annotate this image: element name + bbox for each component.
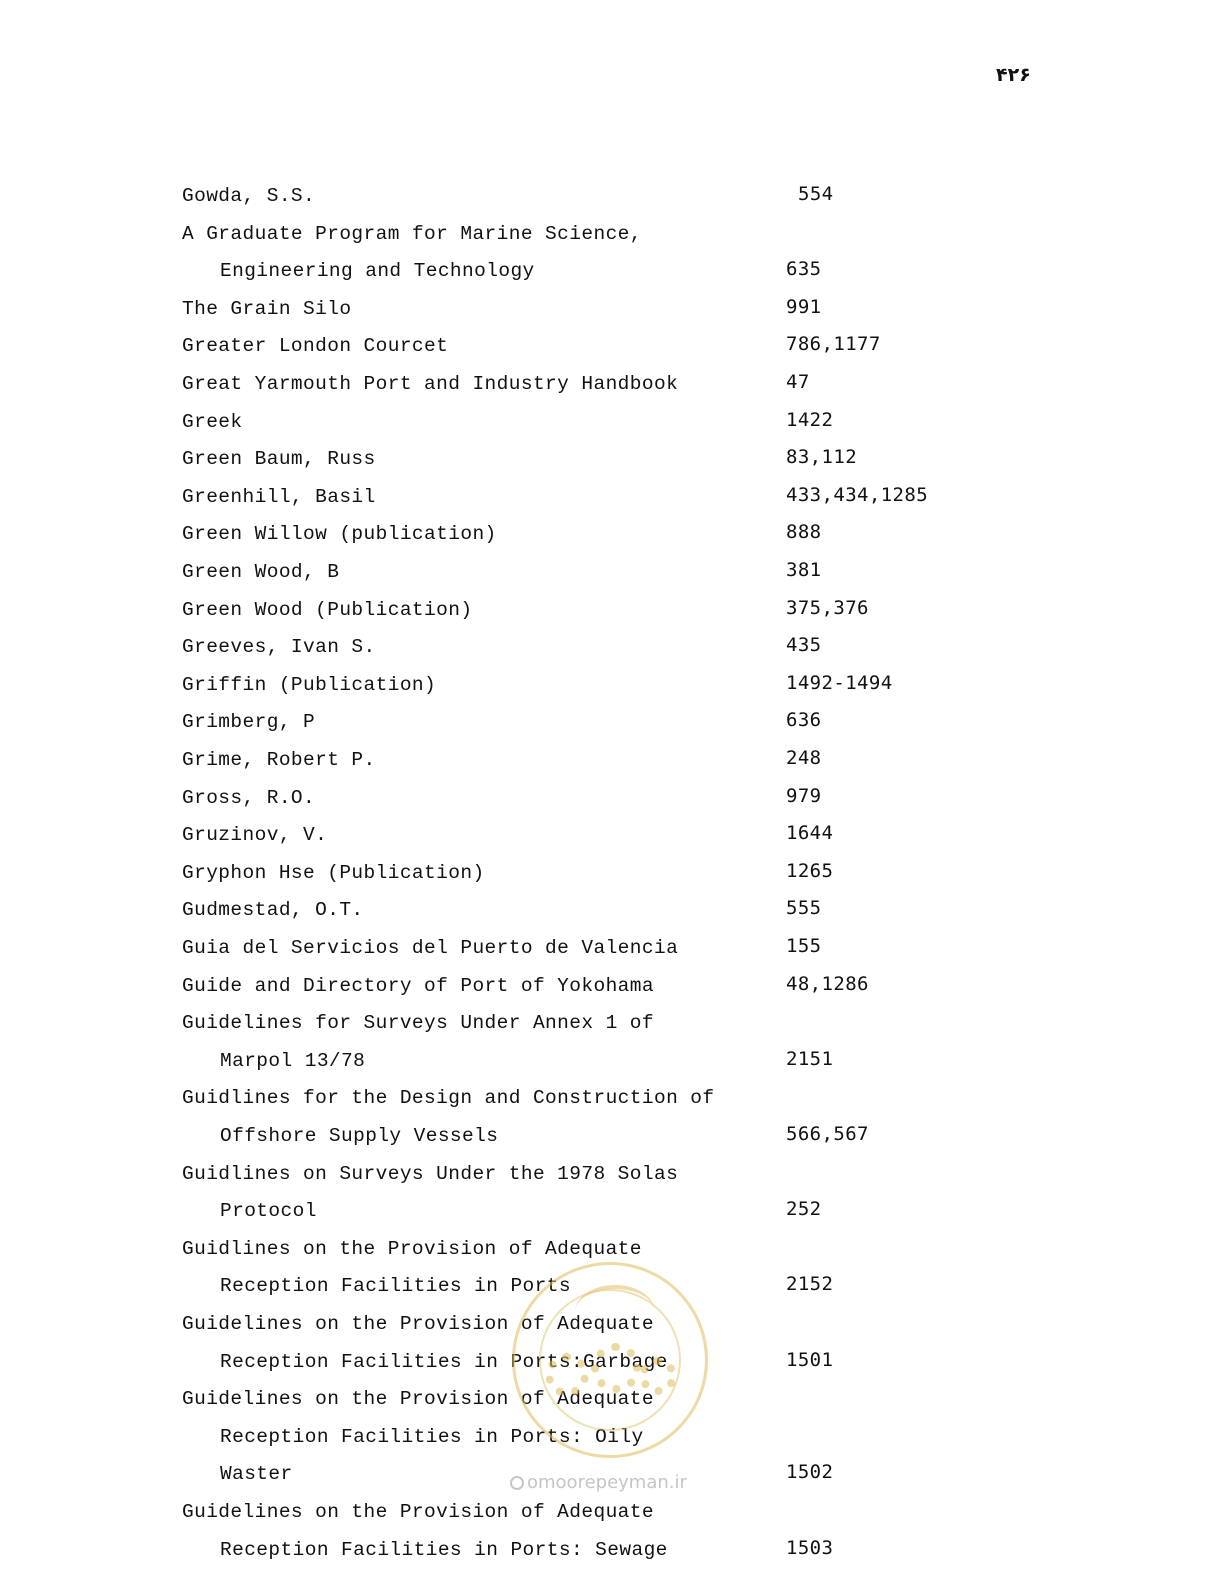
index-entry-pages: 433,434,1285 [786, 484, 929, 506]
index-entry-pages: 786,1177 [786, 333, 881, 355]
index-entry-pages: 1422 [786, 409, 834, 431]
index-entry-continuation: Reception Facilities in Ports [220, 1275, 571, 1297]
index-entry-title: Griffin (Publication) [182, 674, 437, 696]
index-entry-pages: 2151 [786, 1048, 834, 1070]
index-entry-title: Guide and Directory of Port of Yokohama [182, 975, 654, 997]
index-entry-title: Guidelines on the Provision of Adequate [182, 1388, 654, 1410]
index-entry-pages: 83,112 [786, 446, 858, 468]
index-entry-title: The Grain Silo [182, 298, 352, 320]
index-entry-continuation: Waster [220, 1463, 293, 1485]
index-entry-pages: 635 [786, 258, 822, 280]
index-entry-title: Guidlines on Surveys Under the 1978 Solas [182, 1163, 679, 1185]
index-entry-pages: 1644 [786, 822, 834, 844]
index-entry-pages: 155 [786, 935, 822, 957]
index-entry-title: Green Wood (Publication) [182, 599, 473, 621]
index-entry-pages: 1503 [786, 1537, 834, 1559]
index-entry-continuation: Reception Facilities in Ports:Garbage [220, 1351, 668, 1373]
index-entry-title: Guidlines for the Design and Construction of [182, 1087, 715, 1109]
index-entry-continuation: Protocol [220, 1200, 317, 1222]
index-entry-pages: 1502 [786, 1461, 834, 1483]
index-entry-title: Greek [182, 411, 243, 433]
index-entry-pages: 252 [786, 1198, 822, 1220]
index-entry-title: Green Wood, B [182, 561, 340, 583]
index-entry-pages: 991 [786, 296, 822, 318]
index-entry-title: Great Yarmouth Port and Industry Handbook [182, 373, 679, 395]
index-entry-title: Guidlines on the Provision of Adequate [182, 1238, 642, 1260]
index-entry-pages: 381 [786, 559, 822, 581]
index-entry-title: Greenhill, Basil [182, 486, 376, 508]
index-entry-title: Guidelines for Surveys Under Annex 1 of [182, 1012, 654, 1034]
watermark-label: omoorepeyman.ir [527, 1472, 687, 1493]
index-entry-title: Gowda, S.S. [182, 185, 316, 207]
index-entry-pages: 554 [798, 183, 834, 205]
index-entry-title: Greeves, Ivan S. [182, 636, 376, 658]
index-entry-pages: 636 [786, 709, 822, 731]
index-entry-pages: 1501 [786, 1349, 834, 1371]
index-entry-pages: 566,567 [786, 1123, 869, 1145]
index-entry-pages: 888 [786, 521, 822, 543]
index-entry-pages: 979 [786, 785, 822, 807]
index-entry-title: Grime, Robert P. [182, 749, 376, 771]
index-entry-title: A Graduate Program for Marine Science, [182, 223, 642, 245]
watermark-text [510, 1472, 687, 1493]
index-entry-title: Gross, R.O. [182, 787, 316, 809]
index-entry-pages: 248 [786, 747, 822, 769]
index-entry-pages: 1492-1494 [786, 672, 893, 694]
index-entry-pages: 48,1286 [786, 973, 869, 995]
index-entry-pages: 375,376 [786, 597, 869, 619]
index-entry-continuation: Marpol 13/78 [220, 1050, 366, 1072]
index-entry-continuation: Reception Facilities in Ports: Oily [220, 1426, 644, 1448]
index-entry-title: Gudmestad, O.T. [182, 899, 364, 921]
page-number: ۴۲۶ [996, 64, 1031, 86]
index-entry-continuation: Engineering and Technology [220, 260, 535, 282]
index-entry-pages: 555 [786, 897, 822, 919]
index-entry-pages: 435 [786, 634, 822, 656]
index-entry-title: Green Willow (publication) [182, 523, 497, 545]
index-entry-continuation: Reception Facilities in Ports: Sewage [220, 1539, 668, 1561]
index-entry-title: Gryphon Hse (Publication) [182, 862, 485, 884]
index-entry-title: Guidelines on the Provision of Adequate [182, 1313, 654, 1335]
index-entry-pages: 2152 [786, 1273, 834, 1295]
index-entry-pages: 1265 [786, 860, 834, 882]
index-entry-title: Guidelines on the Provision of Adequate [182, 1501, 654, 1523]
index-entry-title: Greater London Courcet [182, 335, 449, 357]
index-entry-title: Green Baum, Russ [182, 448, 376, 470]
index-entry-continuation: Offshore Supply Vessels [220, 1125, 499, 1147]
index-entry-title: Guia del Servicios del Puerto de Valencia [182, 937, 679, 959]
index-entry-title: Gruzinov, V. [182, 824, 328, 846]
globe-icon [510, 1476, 524, 1490]
index-entry-pages: 47 [786, 371, 810, 393]
index-entry-title: Grimberg, P [182, 711, 316, 733]
